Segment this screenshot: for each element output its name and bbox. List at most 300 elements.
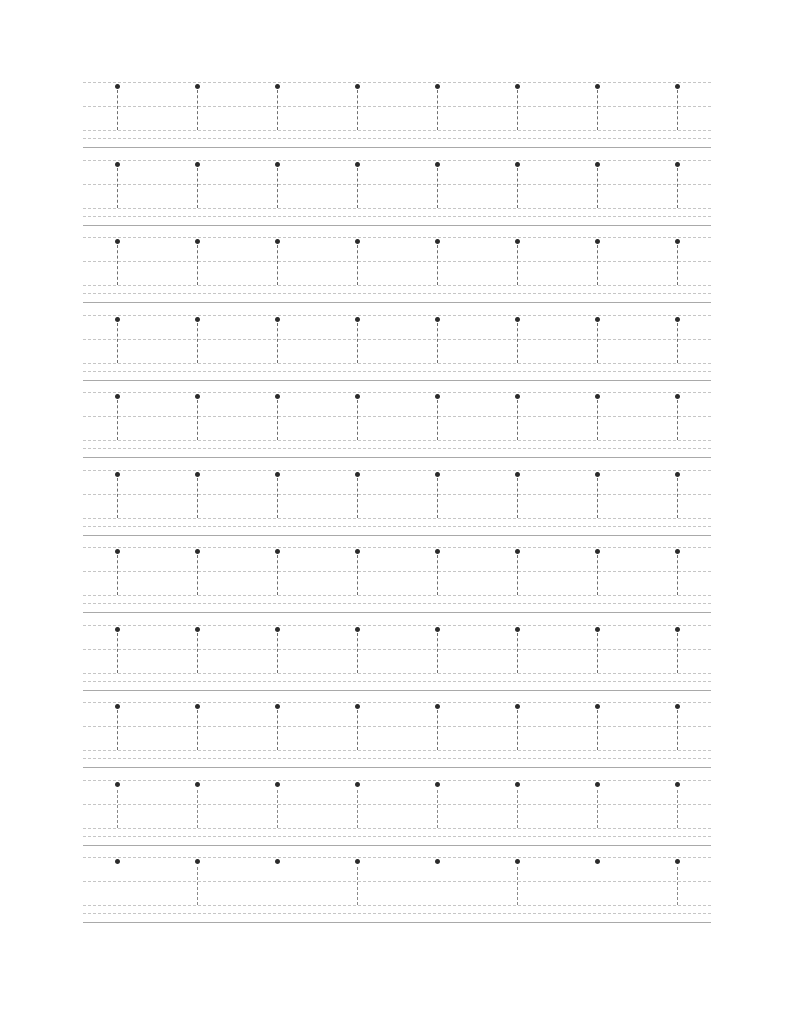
baseline-guide — [83, 138, 711, 139]
letter-dot — [595, 472, 600, 477]
trace-letter-i[interactable] — [273, 317, 281, 377]
dashed-stroke — [357, 400, 358, 440]
baseline-guide — [83, 216, 711, 217]
letter-dot — [435, 394, 440, 399]
dashed-stroke — [597, 790, 598, 828]
dashed-stroke — [677, 245, 678, 285]
letter-dot — [275, 84, 280, 89]
trace-letter-i[interactable] — [193, 317, 201, 377]
letter-dot — [515, 394, 520, 399]
dashed-stroke — [357, 633, 358, 673]
letter-dot — [595, 704, 600, 709]
letter-dot — [115, 704, 120, 709]
dashed-stroke — [517, 168, 518, 208]
trace-letter-i[interactable] — [513, 859, 521, 919]
letter-dot — [515, 162, 520, 167]
trace-letter-i[interactable] — [193, 859, 201, 919]
dashed-stroke — [597, 478, 598, 518]
dashed-stroke — [677, 478, 678, 518]
practice-row — [83, 470, 711, 548]
trace-letter-i[interactable] — [433, 84, 441, 144]
letter-dot — [195, 239, 200, 244]
letter-dot — [675, 162, 680, 167]
trace-letter-i[interactable] — [673, 84, 681, 144]
letter-dot — [355, 859, 360, 864]
trace-letter-i[interactable] — [593, 627, 601, 687]
trace-letter-i[interactable] — [673, 162, 681, 222]
dashed-stroke — [597, 168, 598, 208]
dashed-stroke — [437, 168, 438, 208]
trace-letter-i[interactable] — [193, 394, 201, 454]
trace-letter-i[interactable] — [113, 239, 121, 299]
trace-letter-i[interactable] — [673, 317, 681, 377]
letter-dot — [675, 317, 680, 322]
trace-letter-i[interactable] — [513, 472, 521, 532]
trace-letter-i[interactable] — [273, 394, 281, 454]
practice-row — [83, 857, 711, 935]
trace-letter-i[interactable] — [113, 782, 121, 842]
letter-dot — [195, 394, 200, 399]
dashed-stroke — [197, 867, 198, 905]
dashed-stroke — [597, 90, 598, 130]
midline-guide — [83, 106, 711, 107]
dashed-stroke — [437, 555, 438, 595]
dashed-stroke — [277, 633, 278, 673]
letter-dot — [275, 239, 280, 244]
dashed-stroke — [597, 555, 598, 595]
dashed-stroke — [197, 323, 198, 363]
letter-dot — [435, 549, 440, 554]
trace-letter-i[interactable] — [593, 162, 601, 222]
letter-dot — [675, 239, 680, 244]
dashed-stroke — [197, 633, 198, 673]
letter-dot — [595, 549, 600, 554]
row-separator-line — [83, 302, 711, 303]
trace-letter-i[interactable] — [273, 162, 281, 222]
letter-dot — [275, 317, 280, 322]
letter-dot — [435, 472, 440, 477]
trace-letter-i[interactable] — [273, 84, 281, 144]
baseline-guide — [83, 371, 711, 372]
letter-dot — [355, 239, 360, 244]
baseline-guide — [83, 905, 711, 906]
letter-dot — [515, 317, 520, 322]
letter-dot — [275, 782, 280, 787]
trace-letter-i[interactable] — [593, 317, 601, 377]
midline-guide — [83, 726, 711, 727]
practice-row — [83, 315, 711, 393]
practice-row — [83, 237, 711, 315]
trace-letter-i[interactable] — [433, 627, 441, 687]
trace-letter-i[interactable] — [193, 782, 201, 842]
letter-dot — [515, 859, 520, 864]
dashed-stroke — [117, 790, 118, 828]
dashed-stroke — [277, 478, 278, 518]
dashed-stroke — [437, 790, 438, 828]
top-guide-line — [83, 470, 711, 471]
letter-dot — [515, 84, 520, 89]
dashed-stroke — [357, 323, 358, 363]
letter-dot — [195, 317, 200, 322]
dashed-stroke — [517, 633, 518, 673]
letter-dot — [275, 859, 280, 864]
dashed-stroke — [197, 400, 198, 440]
letter-dot — [275, 704, 280, 709]
dashed-stroke — [357, 710, 358, 750]
top-guide-line — [83, 392, 711, 393]
letter-dot — [355, 704, 360, 709]
trace-letter-i[interactable] — [193, 239, 201, 299]
letter-dot — [275, 472, 280, 477]
trace-letter-i[interactable] — [433, 239, 441, 299]
dashed-stroke — [677, 710, 678, 750]
letter-dot — [115, 84, 120, 89]
letter-dot — [275, 549, 280, 554]
trace-letter-i[interactable] — [673, 394, 681, 454]
letter-dot — [435, 239, 440, 244]
row-separator-line — [83, 612, 711, 613]
dashed-stroke — [357, 867, 358, 905]
trace-letter-i[interactable] — [673, 859, 681, 919]
letter-dot — [435, 162, 440, 167]
dashed-stroke — [597, 323, 598, 363]
dashed-stroke — [357, 555, 358, 595]
letter-dot — [195, 782, 200, 787]
trace-letter-i[interactable] — [433, 704, 441, 764]
midline-guide — [83, 184, 711, 185]
midline-guide — [83, 339, 711, 340]
baseline-guide — [83, 603, 711, 604]
letter-dot — [515, 239, 520, 244]
practice-row — [83, 780, 711, 858]
trace-letter-i[interactable] — [273, 239, 281, 299]
row-separator-line — [83, 457, 711, 458]
baseline-guide — [83, 285, 711, 286]
trace-letter-i[interactable] — [513, 84, 521, 144]
letter-dot — [115, 317, 120, 322]
letter-dot — [595, 162, 600, 167]
dashed-stroke — [437, 478, 438, 518]
letter-dot — [595, 782, 600, 787]
letter-dot — [275, 394, 280, 399]
practice-row — [83, 547, 711, 625]
letter-dot — [675, 627, 680, 632]
practice-row — [83, 702, 711, 780]
trace-letter-i[interactable] — [513, 239, 521, 299]
trace-letter-i[interactable] — [673, 627, 681, 687]
trace-letter-i[interactable] — [593, 394, 601, 454]
trace-letter-i[interactable] — [433, 859, 441, 919]
dashed-stroke — [357, 245, 358, 285]
dashed-stroke — [597, 633, 598, 673]
trace-letter-i[interactable] — [113, 84, 121, 144]
baseline-guide — [83, 208, 711, 209]
row-separator-line — [83, 147, 711, 148]
letter-dot — [195, 704, 200, 709]
midline-guide — [83, 649, 711, 650]
letter-dot — [195, 627, 200, 632]
dashed-stroke — [517, 790, 518, 828]
dashed-stroke — [517, 323, 518, 363]
dashed-stroke — [677, 790, 678, 828]
trace-letter-i[interactable] — [593, 472, 601, 532]
trace-letter-i[interactable] — [113, 627, 121, 687]
trace-letter-i[interactable] — [433, 162, 441, 222]
letter-dot — [675, 84, 680, 89]
letter-dot — [515, 627, 520, 632]
row-separator-line — [83, 535, 711, 536]
trace-letter-i[interactable] — [273, 472, 281, 532]
letter-dot — [435, 782, 440, 787]
letter-dot — [355, 627, 360, 632]
letter-dot — [115, 472, 120, 477]
baseline-guide — [83, 913, 711, 914]
practice-row — [83, 625, 711, 703]
letter-dot — [195, 162, 200, 167]
midline-guide — [83, 881, 711, 882]
letter-dot — [515, 704, 520, 709]
letter-dot — [115, 782, 120, 787]
row-separator-line — [83, 767, 711, 768]
trace-letter-i[interactable] — [513, 782, 521, 842]
top-guide-line — [83, 237, 711, 238]
dashed-stroke — [677, 400, 678, 440]
row-separator-line — [83, 690, 711, 691]
trace-letter-i[interactable] — [273, 782, 281, 842]
dashed-stroke — [517, 90, 518, 130]
dashed-stroke — [197, 555, 198, 595]
trace-letter-i[interactable] — [353, 317, 361, 377]
trace-letter-i[interactable] — [273, 704, 281, 764]
trace-letter-i[interactable] — [113, 704, 121, 764]
trace-letter-i[interactable] — [113, 394, 121, 454]
dashed-stroke — [277, 90, 278, 130]
baseline-guide — [83, 828, 711, 829]
trace-letter-i[interactable] — [113, 859, 121, 919]
letter-dot — [355, 317, 360, 322]
letter-dot — [515, 472, 520, 477]
trace-letter-i[interactable] — [513, 704, 521, 764]
trace-letter-i[interactable] — [433, 549, 441, 609]
dashed-stroke — [197, 90, 198, 130]
trace-letter-i[interactable] — [273, 549, 281, 609]
trace-letter-i[interactable] — [593, 704, 601, 764]
dashed-stroke — [437, 90, 438, 130]
letter-dot — [275, 162, 280, 167]
trace-letter-i[interactable] — [673, 239, 681, 299]
trace-letter-i[interactable] — [353, 162, 361, 222]
baseline-guide — [83, 448, 711, 449]
dashed-stroke — [677, 633, 678, 673]
dashed-stroke — [277, 323, 278, 363]
letter-dot — [355, 162, 360, 167]
row-separator-line — [83, 845, 711, 846]
letter-dot — [435, 859, 440, 864]
trace-letter-i[interactable] — [353, 549, 361, 609]
letter-dot — [595, 859, 600, 864]
trace-letter-i[interactable] — [113, 317, 121, 377]
trace-letter-i[interactable] — [673, 782, 681, 842]
dashed-stroke — [277, 400, 278, 440]
dashed-stroke — [517, 555, 518, 595]
letter-dot — [515, 549, 520, 554]
trace-letter-i[interactable] — [113, 472, 121, 532]
dashed-stroke — [517, 400, 518, 440]
letter-dot — [675, 472, 680, 477]
trace-letter-i[interactable] — [433, 472, 441, 532]
dashed-stroke — [517, 710, 518, 750]
dashed-stroke — [117, 633, 118, 673]
dashed-stroke — [277, 710, 278, 750]
trace-letter-i[interactable] — [193, 472, 201, 532]
practice-row — [83, 82, 711, 160]
trace-letter-i[interactable] — [113, 162, 121, 222]
practice-row — [83, 160, 711, 238]
trace-letter-i[interactable] — [673, 704, 681, 764]
baseline-guide — [83, 681, 711, 682]
letter-dot — [435, 84, 440, 89]
trace-letter-i[interactable] — [513, 549, 521, 609]
trace-letter-i[interactable] — [353, 704, 361, 764]
baseline-guide — [83, 836, 711, 837]
letter-dot — [595, 394, 600, 399]
trace-letter-i[interactable] — [353, 394, 361, 454]
trace-letter-i[interactable] — [433, 394, 441, 454]
dashed-stroke — [677, 867, 678, 905]
midline-guide — [83, 571, 711, 572]
trace-letter-i[interactable] — [353, 84, 361, 144]
trace-letter-i[interactable] — [193, 704, 201, 764]
dashed-stroke — [597, 710, 598, 750]
baseline-guide — [83, 526, 711, 527]
trace-letter-i[interactable] — [113, 549, 121, 609]
trace-letter-i[interactable] — [593, 782, 601, 842]
trace-letter-i[interactable] — [593, 84, 601, 144]
letter-dot — [355, 394, 360, 399]
trace-letter-i[interactable] — [593, 859, 601, 919]
dashed-stroke — [117, 400, 118, 440]
top-guide-line — [83, 780, 711, 781]
letter-dot — [355, 472, 360, 477]
trace-letter-i[interactable] — [193, 627, 201, 687]
dashed-stroke — [677, 90, 678, 130]
dashed-stroke — [517, 245, 518, 285]
trace-letter-i[interactable] — [353, 472, 361, 532]
trace-letter-i[interactable] — [513, 162, 521, 222]
dashed-stroke — [117, 245, 118, 285]
letter-dot — [675, 782, 680, 787]
midline-guide — [83, 804, 711, 805]
trace-letter-i[interactable] — [273, 627, 281, 687]
trace-letter-i[interactable] — [593, 239, 601, 299]
letter-dot — [675, 549, 680, 554]
dashed-stroke — [437, 633, 438, 673]
trace-letter-i[interactable] — [593, 549, 601, 609]
midline-guide — [83, 261, 711, 262]
dashed-stroke — [197, 245, 198, 285]
baseline-guide — [83, 440, 711, 441]
trace-letter-i[interactable] — [353, 859, 361, 919]
trace-letter-i[interactable] — [353, 627, 361, 687]
top-guide-line — [83, 857, 711, 858]
dashed-stroke — [677, 555, 678, 595]
dashed-stroke — [597, 400, 598, 440]
letter-dot — [195, 549, 200, 554]
letter-dot — [355, 782, 360, 787]
letter-dot — [355, 84, 360, 89]
trace-letter-i[interactable] — [673, 549, 681, 609]
trace-letter-i[interactable] — [353, 782, 361, 842]
baseline-guide — [83, 293, 711, 294]
dashed-stroke — [357, 478, 358, 518]
dashed-stroke — [677, 323, 678, 363]
dashed-stroke — [597, 245, 598, 285]
letter-dot — [115, 239, 120, 244]
dashed-stroke — [357, 90, 358, 130]
letter-dot — [195, 859, 200, 864]
top-guide-line — [83, 625, 711, 626]
dashed-stroke — [277, 555, 278, 595]
letter-dot — [675, 859, 680, 864]
top-guide-line — [83, 315, 711, 316]
practice-row — [83, 392, 711, 470]
trace-letter-i[interactable] — [193, 549, 201, 609]
letter-dot — [595, 239, 600, 244]
trace-letter-i[interactable] — [513, 394, 521, 454]
letter-dot — [435, 704, 440, 709]
dashed-stroke — [277, 168, 278, 208]
dashed-stroke — [517, 867, 518, 905]
letter-dot — [675, 394, 680, 399]
midline-guide — [83, 416, 711, 417]
trace-letter-i[interactable] — [513, 317, 521, 377]
letter-dot — [595, 317, 600, 322]
letter-dot — [675, 704, 680, 709]
trace-letter-i[interactable] — [433, 317, 441, 377]
row-separator-line — [83, 922, 711, 923]
letter-dot — [355, 549, 360, 554]
dashed-stroke — [437, 400, 438, 440]
trace-letter-i[interactable] — [513, 627, 521, 687]
trace-letter-i[interactable] — [273, 859, 281, 919]
letter-dot — [195, 84, 200, 89]
dashed-stroke — [117, 90, 118, 130]
dashed-stroke — [357, 790, 358, 828]
trace-letter-i[interactable] — [673, 472, 681, 532]
row-separator-line — [83, 380, 711, 381]
midline-guide — [83, 494, 711, 495]
dashed-stroke — [117, 478, 118, 518]
letter-dot — [275, 627, 280, 632]
trace-letter-i[interactable] — [193, 162, 201, 222]
top-guide-line — [83, 547, 711, 548]
dashed-stroke — [277, 790, 278, 828]
letter-dot — [595, 627, 600, 632]
dashed-stroke — [517, 478, 518, 518]
trace-letter-i[interactable] — [433, 782, 441, 842]
baseline-guide — [83, 673, 711, 674]
dashed-stroke — [117, 710, 118, 750]
dashed-stroke — [357, 168, 358, 208]
trace-letter-i[interactable] — [353, 239, 361, 299]
letter-dot — [435, 317, 440, 322]
dashed-stroke — [197, 168, 198, 208]
trace-letter-i[interactable] — [193, 84, 201, 144]
letter-dot — [515, 782, 520, 787]
dashed-stroke — [197, 478, 198, 518]
letter-dot — [195, 472, 200, 477]
dashed-stroke — [437, 245, 438, 285]
